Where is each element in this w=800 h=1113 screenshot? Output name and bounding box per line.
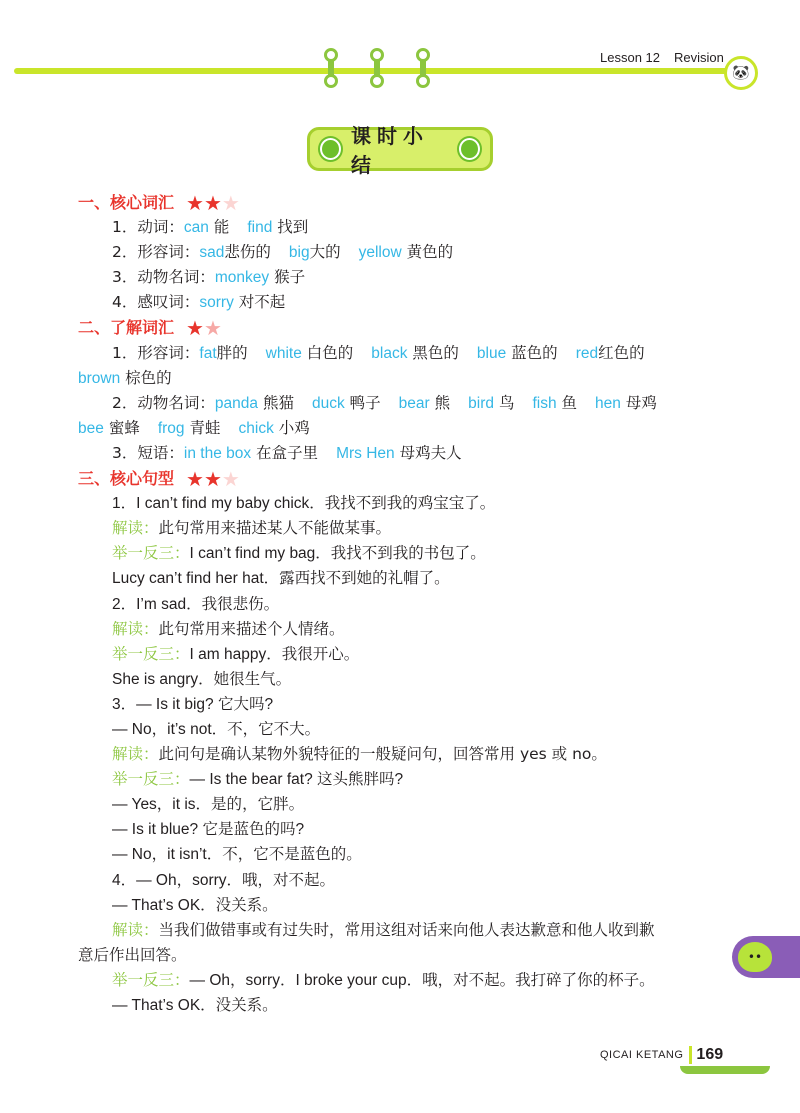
example: She is angry．她很生气。 [112, 670, 292, 688]
english-word: bee [78, 419, 104, 437]
example: 举一反三：I am happy．我很开心。 [112, 644, 360, 663]
vocab-line-wrap: bee 蜜蜂 frog 青蛙 chick 小鸡 [78, 418, 310, 437]
bullet-dot-icon [459, 138, 480, 160]
difficulty-stars [186, 466, 240, 491]
star-icon: ★ [203, 190, 222, 215]
english-word: panda [214, 394, 258, 412]
page-number: 169 [689, 1046, 723, 1064]
section-heading-text: 一、核心词汇 [78, 193, 175, 212]
vocab-line: 1．形容词：fat胖的 white 白色的 black 黑色的 blue 蓝色的 red红色的 [112, 343, 645, 362]
section-heading-core-sentences [78, 466, 738, 491]
english-word: duck [311, 394, 345, 412]
running-header [600, 50, 738, 65]
english-word: find [247, 219, 273, 237]
english-word: can [183, 219, 209, 237]
english-word: monkey [214, 269, 270, 287]
english-word: blue [476, 344, 507, 362]
example: Lucy can’t find her hat．露西找不到她的礼帽了。 [112, 570, 450, 588]
vocab-line: 3．动物名词：monkey 猴子 [112, 268, 306, 287]
sentence-pattern: — That’s OK．没关系。 [112, 896, 278, 914]
star-icon: ★ [221, 466, 240, 491]
vocab-line: 4．感叹词：sorry 对不起 [112, 293, 286, 312]
explanation: 解读：此句常用来描述某人不能做某事。 [112, 519, 392, 538]
english-word: frog [157, 419, 185, 437]
section-heading-know-vocab [78, 315, 738, 340]
explanation: 解读：此句常用来描述个人情绪。 [112, 619, 345, 638]
example: 举一反三：I can’t find my bag．我找不到我的书包了。 [112, 544, 486, 563]
star-icon: ★ [221, 190, 240, 215]
explanation: 解读：当我们做错事或有过失时，常用这组对话来向他人表达歉意和他人收到歉 [112, 920, 655, 939]
english-word: red [575, 344, 599, 362]
example: — No，it isn’t．不，它不是蓝色的。 [112, 846, 362, 864]
panda-icon: 🐼 [724, 56, 758, 90]
summary-title: 课时小结 [350, 124, 429, 177]
example: 举一反三：— Oh，sorry．I broke your cup．哦，对不起。我打碎了你的杯子。 [112, 970, 655, 989]
english-word: chick [238, 419, 274, 437]
sentence-pattern: 3．— Is it big? 它大吗? [112, 695, 274, 713]
vocab-line: 1．动词：can 能 find 找到 [112, 218, 309, 237]
section-tab [732, 936, 800, 978]
english-word: in the box [183, 444, 252, 462]
frog-icon: •• [738, 942, 772, 972]
english-word: fish [532, 394, 557, 412]
section-heading-core-vocab [78, 190, 738, 215]
english-word: hen [595, 394, 621, 412]
vocab-line: 2．形容词：sad悲伤的 big大的 yellow 黄色的 [112, 243, 454, 262]
english-word: sad [199, 244, 225, 262]
example: — Is it blue? 它是蓝色的吗? [112, 821, 305, 839]
star-icon: ★ [203, 316, 222, 341]
example: — That’s OK．没关系。 [112, 997, 278, 1014]
vocab-line-wrap: brown 棕色的 [78, 368, 172, 387]
explanation: 解读：此问句是确认某物外貌特征的一般疑问句，回答常用 yes 或 no。 [112, 745, 607, 764]
english-word: yellow [358, 244, 402, 262]
english-word: Mrs Hen [336, 444, 395, 462]
example: — Yes，it is．是的，它胖。 [112, 796, 305, 814]
lesson-label: Lesson 12 [600, 50, 660, 65]
english-word: bird [468, 394, 494, 412]
explanation-wrap: 意后作出回答。 [78, 945, 187, 964]
vocab-line: 2．动物名词：panda 熊猫 duck 鸭子 bear 熊 bird 鸟 fish 鱼 hen 母鸡 [112, 393, 657, 412]
star-icon: ★ [186, 316, 204, 341]
section-heading-text: 二、了解词汇 [78, 318, 175, 338]
binder-clip-icon [420, 50, 426, 86]
example: 举一反三：— Is the bear fat? 这头熊胖吗? [112, 770, 404, 789]
english-word: brown [78, 369, 121, 387]
english-word: fat [199, 344, 217, 362]
sentence-pattern: 4．— Oh，sorry．哦，对不起。 [112, 871, 336, 889]
page-footer [600, 1046, 723, 1064]
lesson-content [78, 190, 738, 1018]
footer-brand: QICAI KETANG [600, 1049, 684, 1061]
sentence-pattern: 1．I can’t find my baby chick．我找不到我的鸡宝宝了。 [112, 495, 496, 513]
star-icon: ★ [186, 190, 204, 215]
english-word: bear [398, 394, 430, 412]
summary-title-box [307, 124, 493, 177]
difficulty-stars [186, 316, 222, 341]
english-word: sorry [199, 294, 234, 312]
section-heading-text: 三、核心句型 [78, 469, 175, 489]
binder-clip-icon [374, 50, 380, 86]
revision-label: Revision [674, 50, 724, 65]
english-word: white [265, 344, 302, 362]
sentence-pattern: — No，it’s not．不，它不大。 [112, 720, 321, 738]
sentence-pattern: 2．I’m sad．我很悲伤。 [112, 595, 280, 613]
english-word: big [288, 244, 310, 262]
english-word: black [371, 344, 408, 362]
binder-clip-icon [328, 50, 334, 86]
bullet-dot-icon [320, 138, 341, 160]
vocab-line: 3．短语：in the box 在盒子里 Mrs Hen 母鸡夫人 [112, 443, 462, 462]
footer-swoosh [680, 1066, 770, 1074]
star-icon: ★ [203, 466, 222, 491]
star-icon: ★ [186, 466, 204, 491]
difficulty-stars [186, 190, 240, 215]
